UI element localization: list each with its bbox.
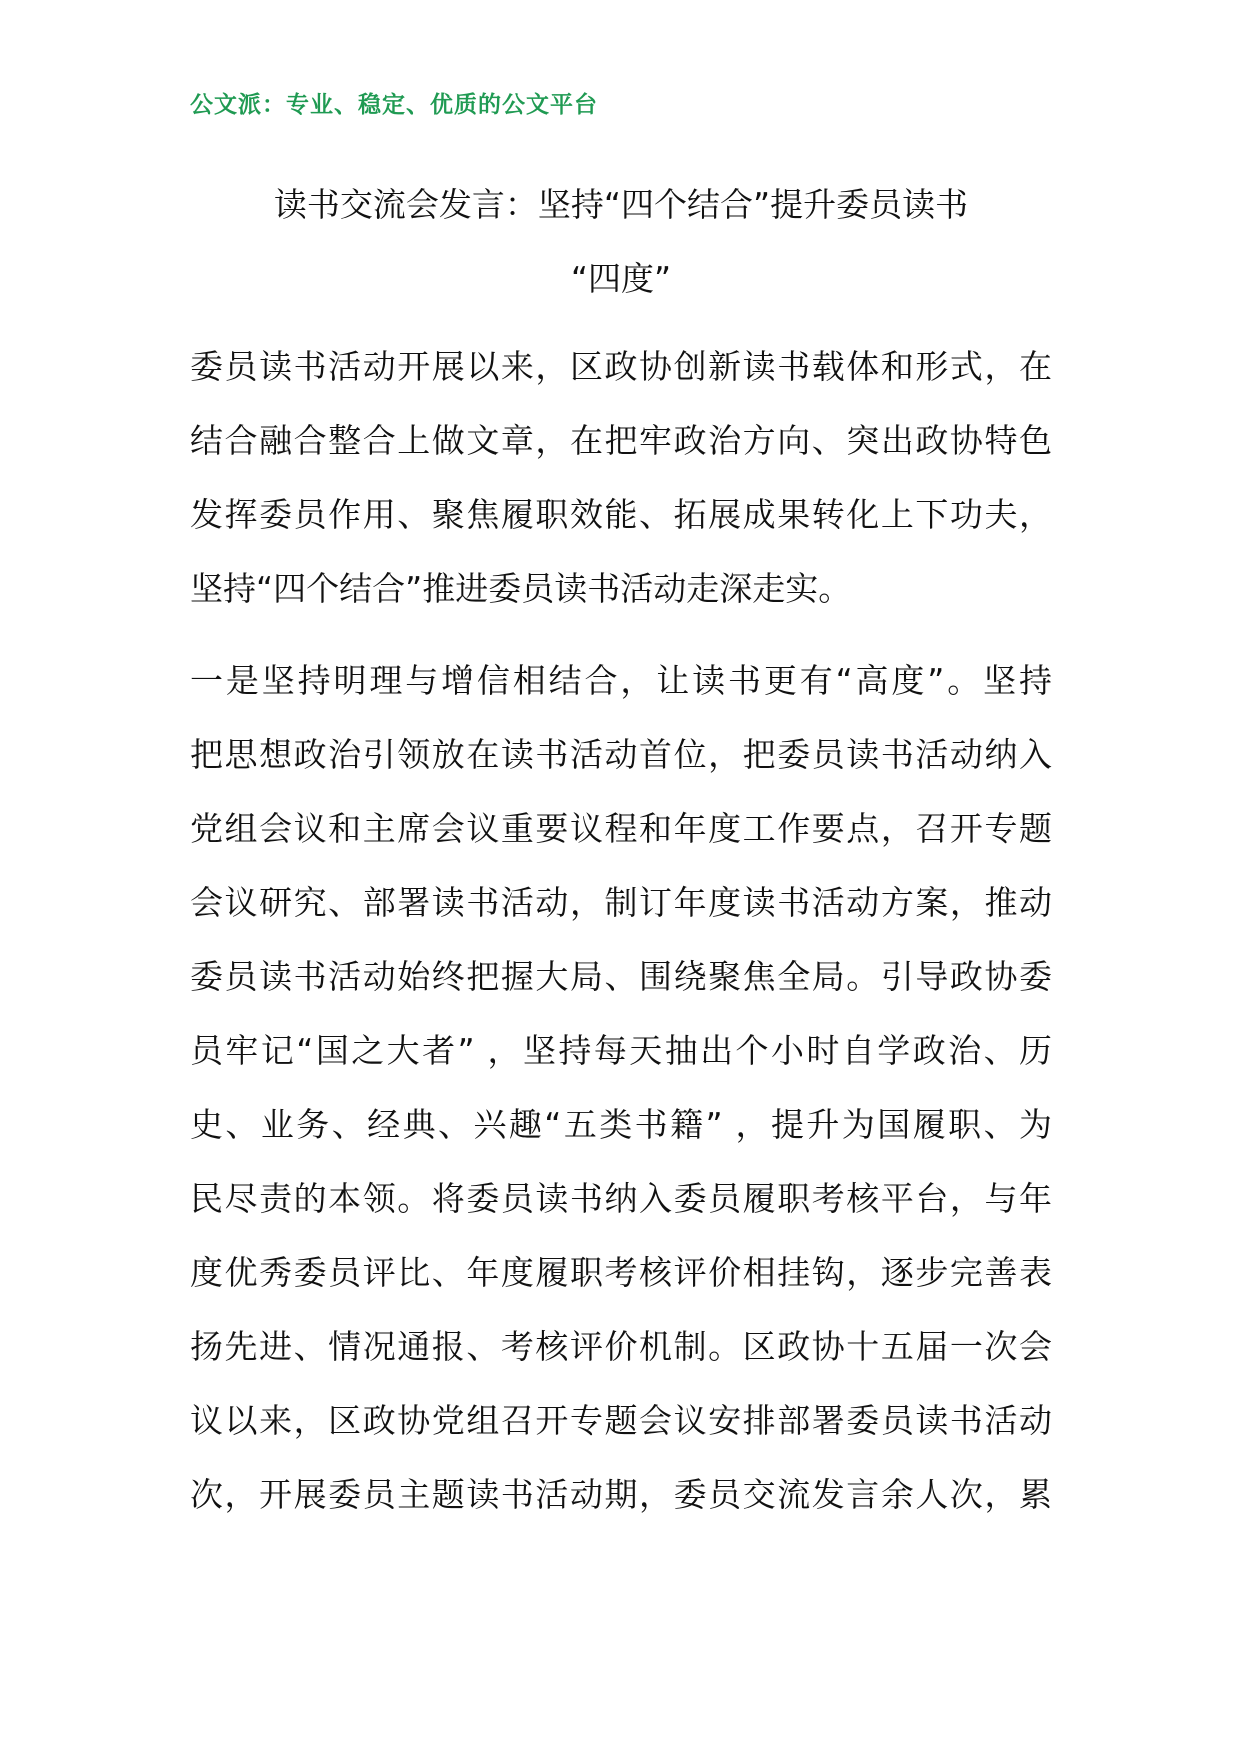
text-line: 次，开展委员主题读书活动期，委员交流发言余人次，累 <box>190 1475 1052 1514</box>
text-line: 会议研究、部署读书活动，制订年度读书活动方案，推动 <box>190 883 1052 922</box>
text-line: 议以来，区政协党组召开专题会议安排部署委员读书活动 <box>190 1401 1052 1440</box>
text-line: 民尽责的本领。将委员读书纳入委员履职考核平台，与年 <box>190 1179 1052 1218</box>
text-line: 一是坚持明理与增信相结合，让读书更有“高度”。坚持 <box>190 661 1052 700</box>
text-line: 发挥委员作用、聚焦履职效能、拓展成果转化上下功夫， <box>190 495 1052 534</box>
text-line: 员牢记“国之大者” ，坚持每天抽出个小时自学政治、历 <box>190 1031 1052 1070</box>
text-line: 把思想政治引领放在读书活动首位，把委员读书活动纳入 <box>190 735 1052 774</box>
paragraph-point-one <box>190 644 1052 1532</box>
text-line: 史、业务、经典、兴趣“五类书籍” ，提升为国履职、为 <box>190 1105 1052 1144</box>
text-line: 度优秀委员评比、年度履职考核评价相挂钩，逐步完善表 <box>190 1253 1052 1292</box>
text-line: 结合融合整合上做文章，在把牢政治方向、突出政协特色 <box>190 421 1052 460</box>
document-title <box>190 168 1052 316</box>
platform-tagline: 公文派：专业、稳定、优质的公文平台 <box>190 92 598 118</box>
text-line: 坚持“四个结合”推进委员读书活动走深走实。 <box>190 569 852 608</box>
title-line: “四度” <box>570 259 672 298</box>
text-line: 委员读书活动始终把握大局、围绕聚焦全局。引导政协委 <box>190 957 1052 996</box>
document-body <box>190 330 1052 1532</box>
title-line: 读书交流会发言：坚持“四个结合”提升委员读书 <box>273 185 969 224</box>
text-line: 扬先进、情况通报、考核评价机制。区政协十五届一次会 <box>190 1327 1052 1366</box>
text-line: 委员读书活动开展以来，区政协创新读书载体和形式，在 <box>190 347 1052 386</box>
paragraph-intro <box>190 330 1052 626</box>
text-line: 党组会议和主席会议重要议程和年度工作要点，召开专题 <box>190 809 1052 848</box>
